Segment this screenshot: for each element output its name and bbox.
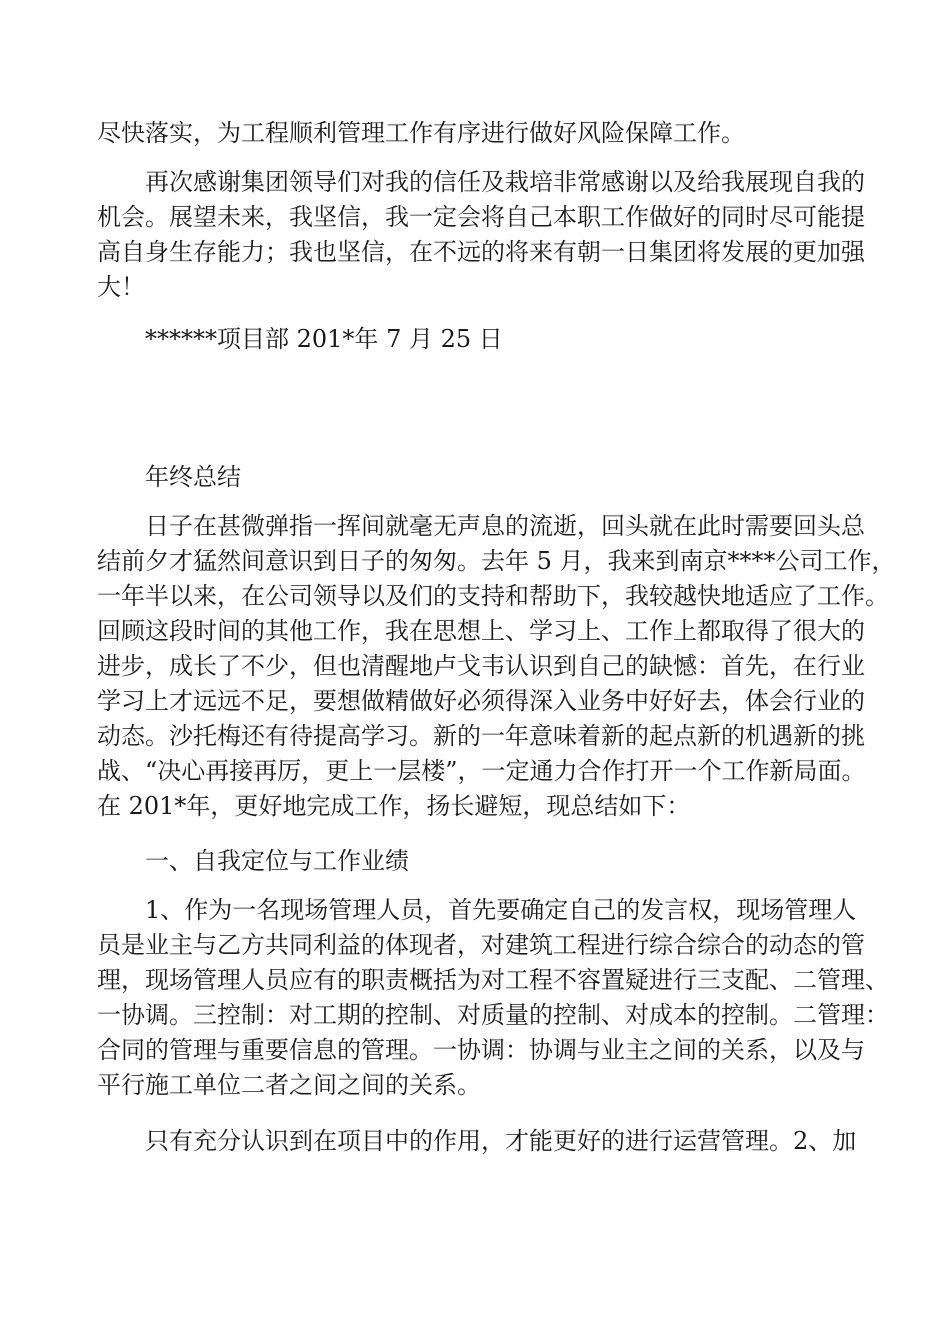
paragraph-line: 机会。展望未来，我坚信，我一定会将自己本职工作做好的同时尽可能提 [97,203,865,231]
paragraph-line: 战、“决心再接再厉，更上一层楼”，一定通力合作打开一个工作新局面。 [97,757,866,785]
paragraph-line: 合同的管理与重要信息的管理。一协调：协调与业主之间的关系，以及与 [97,1036,865,1064]
paragraph-line: 只有充分认识到在项目中的作用，才能更好的进行运营管理。2、加 [145,1127,857,1155]
paragraph-line: 日子在甚微弹指一挥间就毫无声息的流逝，回头就在此时需要回头总 [145,512,865,540]
paragraph-line: 在 201*年，更好地完成工作，扬长避短，现总结如下： [97,792,691,820]
paragraph-line: 学习上才远远不足，要想做精做好必须得深入业务中好好去，体会行业的 [97,687,865,715]
paragraph-line: 进步，成长了不少，但也清醒地卢戈韦认识到自己的缺憾：首先，在行业 [97,652,865,680]
paragraph-line: 再次感谢集团领导们对我的信任及栽培非常感谢以及给我展现自我的 [145,168,865,196]
paragraph-line: 一协调。三控制：对工期的控制、对质量的控制、对成本的控制。二管理： [97,1001,889,1029]
paragraph-line: 动态。沙托梅还有待提高学习。新的一年意味着新的起点新的机遇新的挑 [97,722,865,750]
section-heading: 一、自我定位与工作业绩 [145,847,409,875]
paragraph-line: 尽快落实，为工程顺利管理工作有序进行做好风险保障工作。 [97,119,745,147]
paragraph-line: 1、作为一名现场管理人员，首先要确定自己的发言权，现场管理人 [145,896,857,924]
paragraph-line: 回顾这段时间的其他工作，我在思想上、学习上、工作上都取得了很大的 [97,617,865,645]
paragraph-line: 高自身生存能力；我也坚信，在不远的将来有朝一日集团将发展的更加强 [97,238,865,266]
paragraph-line: 理，现场管理人员应有的职责概括为对工程不容置疑进行三支配、二管理、 [97,966,889,994]
paragraph-line: 结前夕才猛然间意识到日子的匆匆。去年 5 月，我来到南京****公司工作， [97,547,896,575]
section-heading: 年终总结 [145,463,241,491]
paragraph-line: 一年半以来，在公司领导以及们的支持和帮助下，我较越快地适应了工作。 [97,582,889,610]
paragraph-line: 平行施工单位二者之间之间的关系。 [97,1071,481,1099]
paragraph-line: 员是业主与乙方共同利益的体现者，对建筑工程进行综合综合的动态的管 [97,931,865,959]
paragraph-line: 大！ [97,273,145,301]
signature-line: ******项目部 201*年 7 月 25 日 [145,325,503,353]
